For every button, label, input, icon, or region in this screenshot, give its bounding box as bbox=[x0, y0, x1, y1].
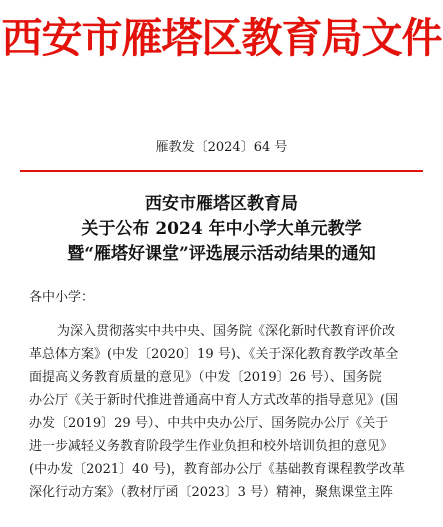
document-number: 雁教发〔2024〕64 号 bbox=[155, 140, 288, 155]
notice-title-line-3: 暨“雁塔好课堂”评选展示活动结果的通知 bbox=[67, 244, 376, 264]
body-line: 面提高义务教育质量的意见》（中发〔2019〕26 号）、国务院 bbox=[29, 370, 382, 385]
notice-title-line-2: 关于公布 2024 年中小学大单元教学 bbox=[81, 219, 362, 239]
body-line: 办发〔2019〕29 号）、中共中央办公厅、国务院办公厅《关于 bbox=[29, 416, 389, 431]
masthead-title: 西安市雁塔区教育局文件 bbox=[1, 14, 442, 62]
notice-title bbox=[0, 192, 443, 267]
body-paragraph bbox=[29, 320, 433, 504]
body-line: 革总体方案》(中发〔2020〕19 号)、《关于深化教育教学改革全 bbox=[29, 347, 399, 362]
notice-title-line-1: 西安市雁塔区教育局 bbox=[145, 194, 298, 214]
body-line: 进一步减轻义务教育阶段学生作业负担和校外培训负担的意见》 bbox=[29, 439, 394, 454]
body-line: (中办发〔2021〕40 号)，教育部办公厅《基础教育课程教学改革 bbox=[29, 462, 405, 477]
body-line: 办公厅《关于新时代推进普通高中育人方式改革的指导意见》(国 bbox=[29, 393, 399, 408]
salutation: 各中小学： bbox=[29, 290, 95, 305]
body-line: 深化行动方案》（教材厅函〔2023〕3 号）精神，聚焦课堂主阵 bbox=[29, 485, 393, 500]
red-divider-rule bbox=[20, 170, 423, 172]
body-line: 为深入贯彻落实中共中央、国务院《深化新时代教育评价改 bbox=[57, 324, 396, 339]
